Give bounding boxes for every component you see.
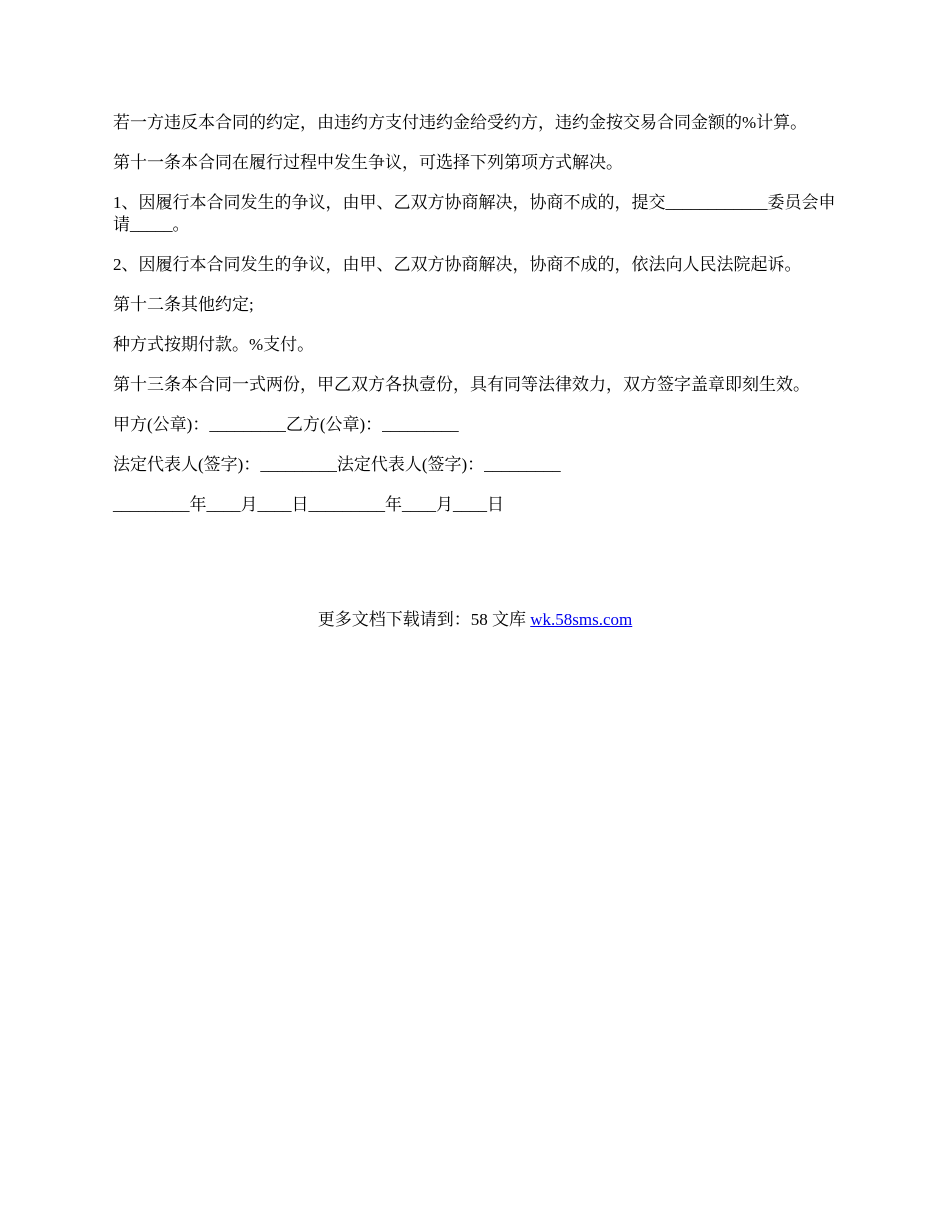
document-body [113, 112, 843, 534]
paragraph-dispute-option-2: 2、因履行本合同发生的争议，由甲、乙双方协商解决，协商不成的，依法向人民法院起诉。 [113, 255, 802, 274]
paragraph-dispute-option-1: 1、因履行本合同发生的争议，由甲、乙双方协商解决，协商不成的，提交____________委员会申请_____。 [113, 193, 836, 234]
signature-seal-line: 甲方(公章)：_________乙方(公章)：_________ [113, 415, 459, 434]
footer-link[interactable]: wk.58sms.com [530, 610, 633, 629]
paragraph-article-13: 第十三条本合同一式两份，甲乙双方各执壹份，具有同等法律效力，双方签字盖章即刻生效。 [113, 375, 810, 394]
footer-prefix: 更多文档下载请到：58 文库 [317, 610, 531, 629]
paragraph-payment: 种方式按期付款。%支付。 [113, 335, 315, 354]
paragraph-article-12: 第十二条其他约定; [113, 295, 254, 314]
signature-date-line: _________年____月____日_________年____月____日 [113, 495, 504, 514]
paragraph-penalty: 若一方违反本合同的约定，由违约方支付违约金给受约方，违约金按交易合同金额的%计算。 [113, 113, 808, 132]
paragraph-article-11: 第十一条本合同在履行过程中发生争议，可选择下列第项方式解决。 [113, 153, 623, 172]
download-footer [0, 609, 950, 631]
signature-representative-line: 法定代表人(签字)：_________法定代表人(签字)：_________ [113, 455, 561, 474]
